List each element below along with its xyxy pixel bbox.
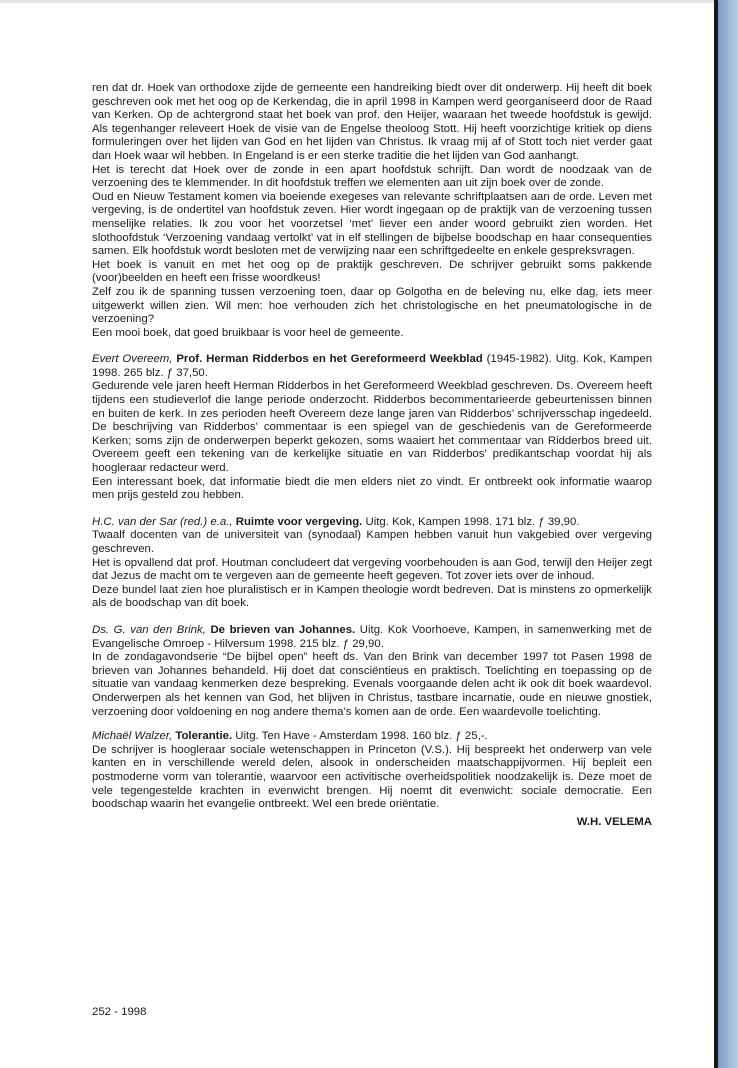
review-paragraph: Een interessant boek, dat informatie biedt die men elders niet zo vindt. Er ontbreekt ook informatie waarop men prijs gesteld zou hebben.: [92, 475, 652, 502]
page-edge-binding: [718, 0, 738, 1068]
review-heading: [92, 624, 652, 651]
review-title: Prof. Herman Ridderbos en het Gereformeerd Weekblad: [176, 353, 483, 366]
page-top-edge: [0, 0, 714, 3]
review-author: Evert Overeem,: [92, 353, 173, 366]
author-signature: W.H. VELEMA: [576, 815, 652, 828]
review-details: Uitg. Kok Voorhoeve, Kampen, in samenwerking met de Evangelische Omroep - Hilversum 1998. 215 blz. ƒ 29,90.: [92, 623, 652, 650]
review-ruimte-voor-vergeving: [92, 516, 652, 611]
review-title: Ruimte voor vergeving.: [235, 515, 363, 528]
intro-paragraph: ren dat dr. Hoek van orthodoxe zijde de gemeente een handreiking biedt over dit onderwerp. Hij heeft dit boek geschreven ook met het oog op de Kerkendag, die in april 1998 in Kampen werd georganiseerd door de Raad van Kerken. Op de achtergrond staat het boek van prof. den Heijer, waaraan het tweede hoofdstuk is gewijd. Als tegenhanger releveert Hoek de visie van de Engelse theoloog Stott. Hij heeft voorzichtige kritiek op diens formuleringen over het lijden van God en het lijden van Christus. Ik vraag mij af of Stott toch niet verder gaat dan Hoek waar wil hebben. In Engeland is er een sterke traditie die het lijden van God aanhangt.: [92, 82, 652, 162]
review-author: Michaël Walzer,: [92, 730, 173, 743]
review-details: Uitg. Ten Have - Amsterdam 1998. 160 blz. ƒ 25,-.: [235, 730, 488, 743]
page-number: 252 - 1998: [92, 1006, 147, 1018]
review-heading: [92, 353, 652, 380]
review-details: (1945-1982). Uitg. Kok, Kampen 1998. 265 blz. ƒ 37,50.: [92, 353, 653, 379]
intro-paragraph: Het is terecht dat Hoek over de zonde in een apart hoofdstuk schrijft. Dan wordt de noodzaak van de verzoening des te klemmender. In dit hoofdstuk treffen we elementen aan uit zijn boek over de zonde.: [92, 163, 652, 190]
page-content: [92, 82, 652, 829]
intro-section: [92, 82, 652, 340]
review-paragraph: Het is opvallend dat prof. Houtman concludeert dat vergeving voorbehouden is aan God, terwijl den Heijer zegt dat Jezus de macht om te vergeven aan de gemeente heeft gegeven. Tot zover iets over de inhoud.: [92, 556, 652, 583]
intro-paragraph: Het boek is vanuit en met het oog op de praktijk geschreven. De schrijver gebruikt soms pakkende (voor)beelden en heeft een frisse woordkeus!: [92, 258, 652, 285]
review-paragraph: Twaalf docenten van de universiteit van (synodaal) Kampen hebben vanuit hun vakgebied over vergeving geschreven.: [92, 529, 652, 555]
review-brieven-van-johannes: [92, 624, 652, 719]
review-author: H.C. van der Sar (red.) e.a.,: [92, 515, 233, 528]
review-details: Uitg. Kok, Kampen 1998. 171 blz. ƒ 39,90.: [365, 515, 580, 528]
review-title: Tolerantie.: [175, 730, 233, 743]
intro-paragraph: Een mooi boek, dat goed bruikbaar is voor heel de gemeente.: [92, 326, 404, 339]
review-paragraph: De schrijver is hoogleraar sociale wetenschappen in Princeton (V.S.). Hij bespreekt het onderwerp van vele kanten en in verschillende wereld delen, alsook in onderscheiden maatschappijvormen. Hij bepleit een postmoderne vorm van tolerantie, waarvoor een activitische overheidspolitiek noodzakelijk is. Deze moet de vele tegengestelde krachten in evenwicht brengen. Hij noemt dit evenwicht: sociale democratie. Een boodschap waarin het evangelie ontbreekt. Wel een brede oriëntatie.: [92, 743, 652, 811]
intro-paragraph: Zelf zou ik de spanning tussen verzoening toen, daar op Golgotha en de beleving nu, elke dag, iets meer uitgewerkt willen zien. Wil men: hoe verhouden zich het christologische en het pneumatologische in de verzoening?: [92, 285, 652, 326]
review-title: De brieven van Johannes.: [210, 623, 356, 636]
review-heading: [92, 516, 652, 530]
review-paragraph: Gedurende vele jaren heeft Herman Ridderbos in het Gereformeerd Weekblad geschreven. Ds. Overeem heeft tijdens een studieverlof die lange periode onderzocht. Ridderbos becommentarieerde gebeurtenissen binnen en buiten de kerk. In zes perioden heeft Overeem deze lange jaren van Ridderbos’ schrijversschap ingedeeld. De beschrijving van Ridderbos’ commentaar is een spiegel van de geschiedenis van de Gereformeerde Kerken; soms zijn de onderwerpen beperkt gekozen, soms waaiert het commentaar van Ridderbos breed uit. Overeem geeft een tekening van de kerkelijke situatie en van Ridderbos’ predikantschap voordat hij als hoogleraar redacteur werd.: [92, 380, 652, 475]
intro-paragraph: Oud en Nieuw Testament komen via boeiende exegeses van relevante schriftplaatsen aan de orde. Leven met vergeving, is de ondertitel van hoofdstuk zeven. Hier wordt ingegaan op de praktijk van de verzoening tussen menselijke relaties. Ik zou voor het voorzetsel ‘met’ liever een ander woord gebruikt zien worden. Het slothoofdstuk ‘Verzoening vandaag vertolkt’ vat in elf stellingen de bijbelse boodschap en haar consequenties samen. Elk hoofdstuk wordt besloten met de verwijzing naar een schriftgedeelte en enkele gespreksvragen.: [92, 190, 652, 258]
review-tolerantie: [92, 730, 652, 812]
review-paragraph: In de zondagavondserie “De bijbel open” heeft ds. Van den Brink van december 1997 tot Pasen 1998 de brieven van Johannes behandeld. Hij doet dat consciëntieus en praktisch. Toelichting en toepassing op de situatie van vandaag kenmerken deze bespreking. Evenals voorgaande delen acht ik ook dit boek waardevol. Onderwerpen als het kennen van God, het blijven in Christus, tastbare incarnatie, oude en nieuwe gnostiek, verzoening door voldoening en nog andere thema’s komen aan de orde. Een waardevolle toelichting.: [92, 651, 652, 718]
review-paragraph: Deze bundel laat zien hoe pluralistisch er in Kampen theologie wordt bedreven. Dat is minstens zo opmerkelijk als de boodschap van dit boek.: [92, 583, 652, 610]
review-ridderbos: [92, 353, 652, 503]
review-author: Ds. G. van den Brink,: [92, 623, 206, 636]
review-heading: [92, 730, 652, 744]
